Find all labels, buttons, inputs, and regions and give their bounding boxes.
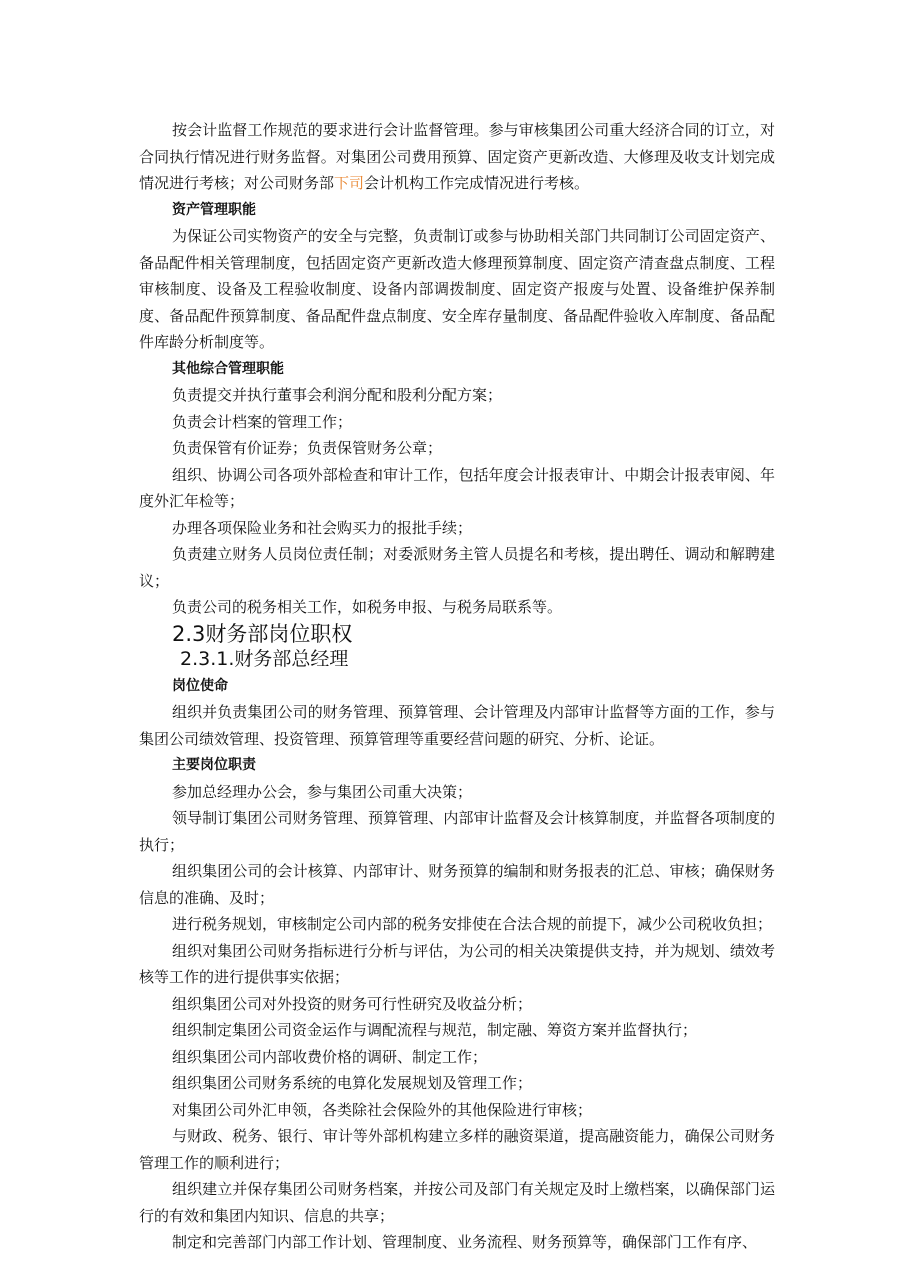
list-item: 组织、协调公司各项外部检查和审计工作，包括年度会计报表审计、中期会计报表审阅、年度外汇年检等；: [139, 465, 775, 510]
paragraph-asset-management: 为保证公司实物资产的安全与完整，负责制订或参与协助相关部门共同制订公司固定资产、备品配件相关管理制度，包括固定资产更新改造大修理预算制度、固定资产清查盘点制度、工程审核制度、设备及工程验收制度、设备内部调拨制度、固定资产报废与处置、设备维护保养制度、备品配件预算制度、备品配件盘点制度、安全库存量制度、备品配件验收入库制度、备品配件库龄分析制度等。: [139, 227, 775, 351]
list-item: 负责建立财务人员岗位责任制；对委派财务主管人员提名和考核，提出聘任、调动和解聘建议；: [139, 545, 775, 590]
list-item: 组织集团公司的会计核算、内部审计、财务预算的编制和财务报表的汇总、审核；确保财务信息的准确、及时；: [139, 862, 775, 907]
paragraph-accounting-supervision: [139, 117, 775, 197]
subheading-asset-management: 资产管理职能: [172, 201, 256, 218]
paragraph-mission: 组织并负责集团公司的财务管理、预算管理、会计管理及内部审计监督等方面的工作，参与集团公司绩效管理、投资管理、预算管理等重要经营问题的研究、分析、论证。: [139, 703, 775, 748]
list-item: 负责保管有价证券；负责保管财务公章；: [172, 439, 443, 457]
list-item: 负责会计档案的管理工作；: [172, 412, 353, 431]
list-item: 组织对集团公司财务指标进行分析与评估，为公司的相关决策提供支持，并为规划、绩效考核等工作的进行提供事实依据；: [139, 941, 775, 986]
section-heading: 2.3财务部岗位职权: [172, 621, 353, 646]
list-item: 办理各项保险业务和社会购买力的报批手续；: [172, 518, 473, 537]
paragraph-text: 会计机构工作完成情况进行考核。: [364, 174, 590, 192]
list-item: 参加总经理办公会，参与集团公司重大决策；: [172, 782, 473, 801]
list-item: 组织建立并保存集团公司财务档案，并按公司及部门有关规定及时上缴档案，以确保部门运行的有效和集团内知识、信息的共享；: [139, 1180, 775, 1225]
list-item: 制定和完善部门内部工作计划、管理制度、业务流程、财务预算等，确保部门工作有序、: [172, 1233, 758, 1251]
list-item: 组织集团公司对外投资的财务可行性研究及收益分析；: [172, 994, 533, 1013]
list-item: 领导制订集团公司财务管理、预算管理、内部审计监督及会计核算制度，并监督各项制度的执行；: [139, 809, 775, 854]
paragraph-text: 按会计监督工作规范的要求进行会计监督管理。参与审核集团公司重大经济合同的订立，对合同执行情况进行财务监督。对集团公司费用预算、固定资产更新改造、大修理及收支计划完成情况进行考核；对公司财务部: [139, 121, 775, 192]
list-item: 与财政、税务、银行、审计等外部机构建立多样的融资渠道，提高融资能力，确保公司财务管理工作的顺利进行；: [139, 1127, 775, 1172]
subheading-mission: 岗位使命: [172, 677, 228, 694]
document-page: [139, 117, 775, 1256]
list-item: 对集团公司外汇申领，各类除社会保险外的其他保险进行审核；: [172, 1100, 593, 1119]
list-item: 进行税务规划，审核制定公司内部的税务安排使在合法合规的前提下，减少公司税收负担；: [172, 915, 773, 933]
subheading-duties: 主要岗位职责: [172, 757, 256, 773]
list-item: 负责提交并执行董事会利润分配和股利分配方案；: [172, 386, 503, 404]
subsection-heading: 2.3.1.财务部总经理: [180, 647, 349, 670]
list-item: 负责公司的税务相关工作，如税务申报、与税务局联系等。: [172, 598, 563, 616]
list-item: 组织集团公司财务系统的电算化发展规划及管理工作；: [172, 1074, 533, 1092]
list-item: 组织制定集团公司资金运作与调配流程与规范，制定融、筹资方案并监督执行；: [172, 1021, 698, 1039]
highlighted-text: 下司: [334, 174, 365, 192]
subheading-other-management: 其他综合管理职能: [172, 360, 284, 377]
list-item: 组织集团公司内部收费价格的调研、制定工作；: [172, 1047, 488, 1066]
